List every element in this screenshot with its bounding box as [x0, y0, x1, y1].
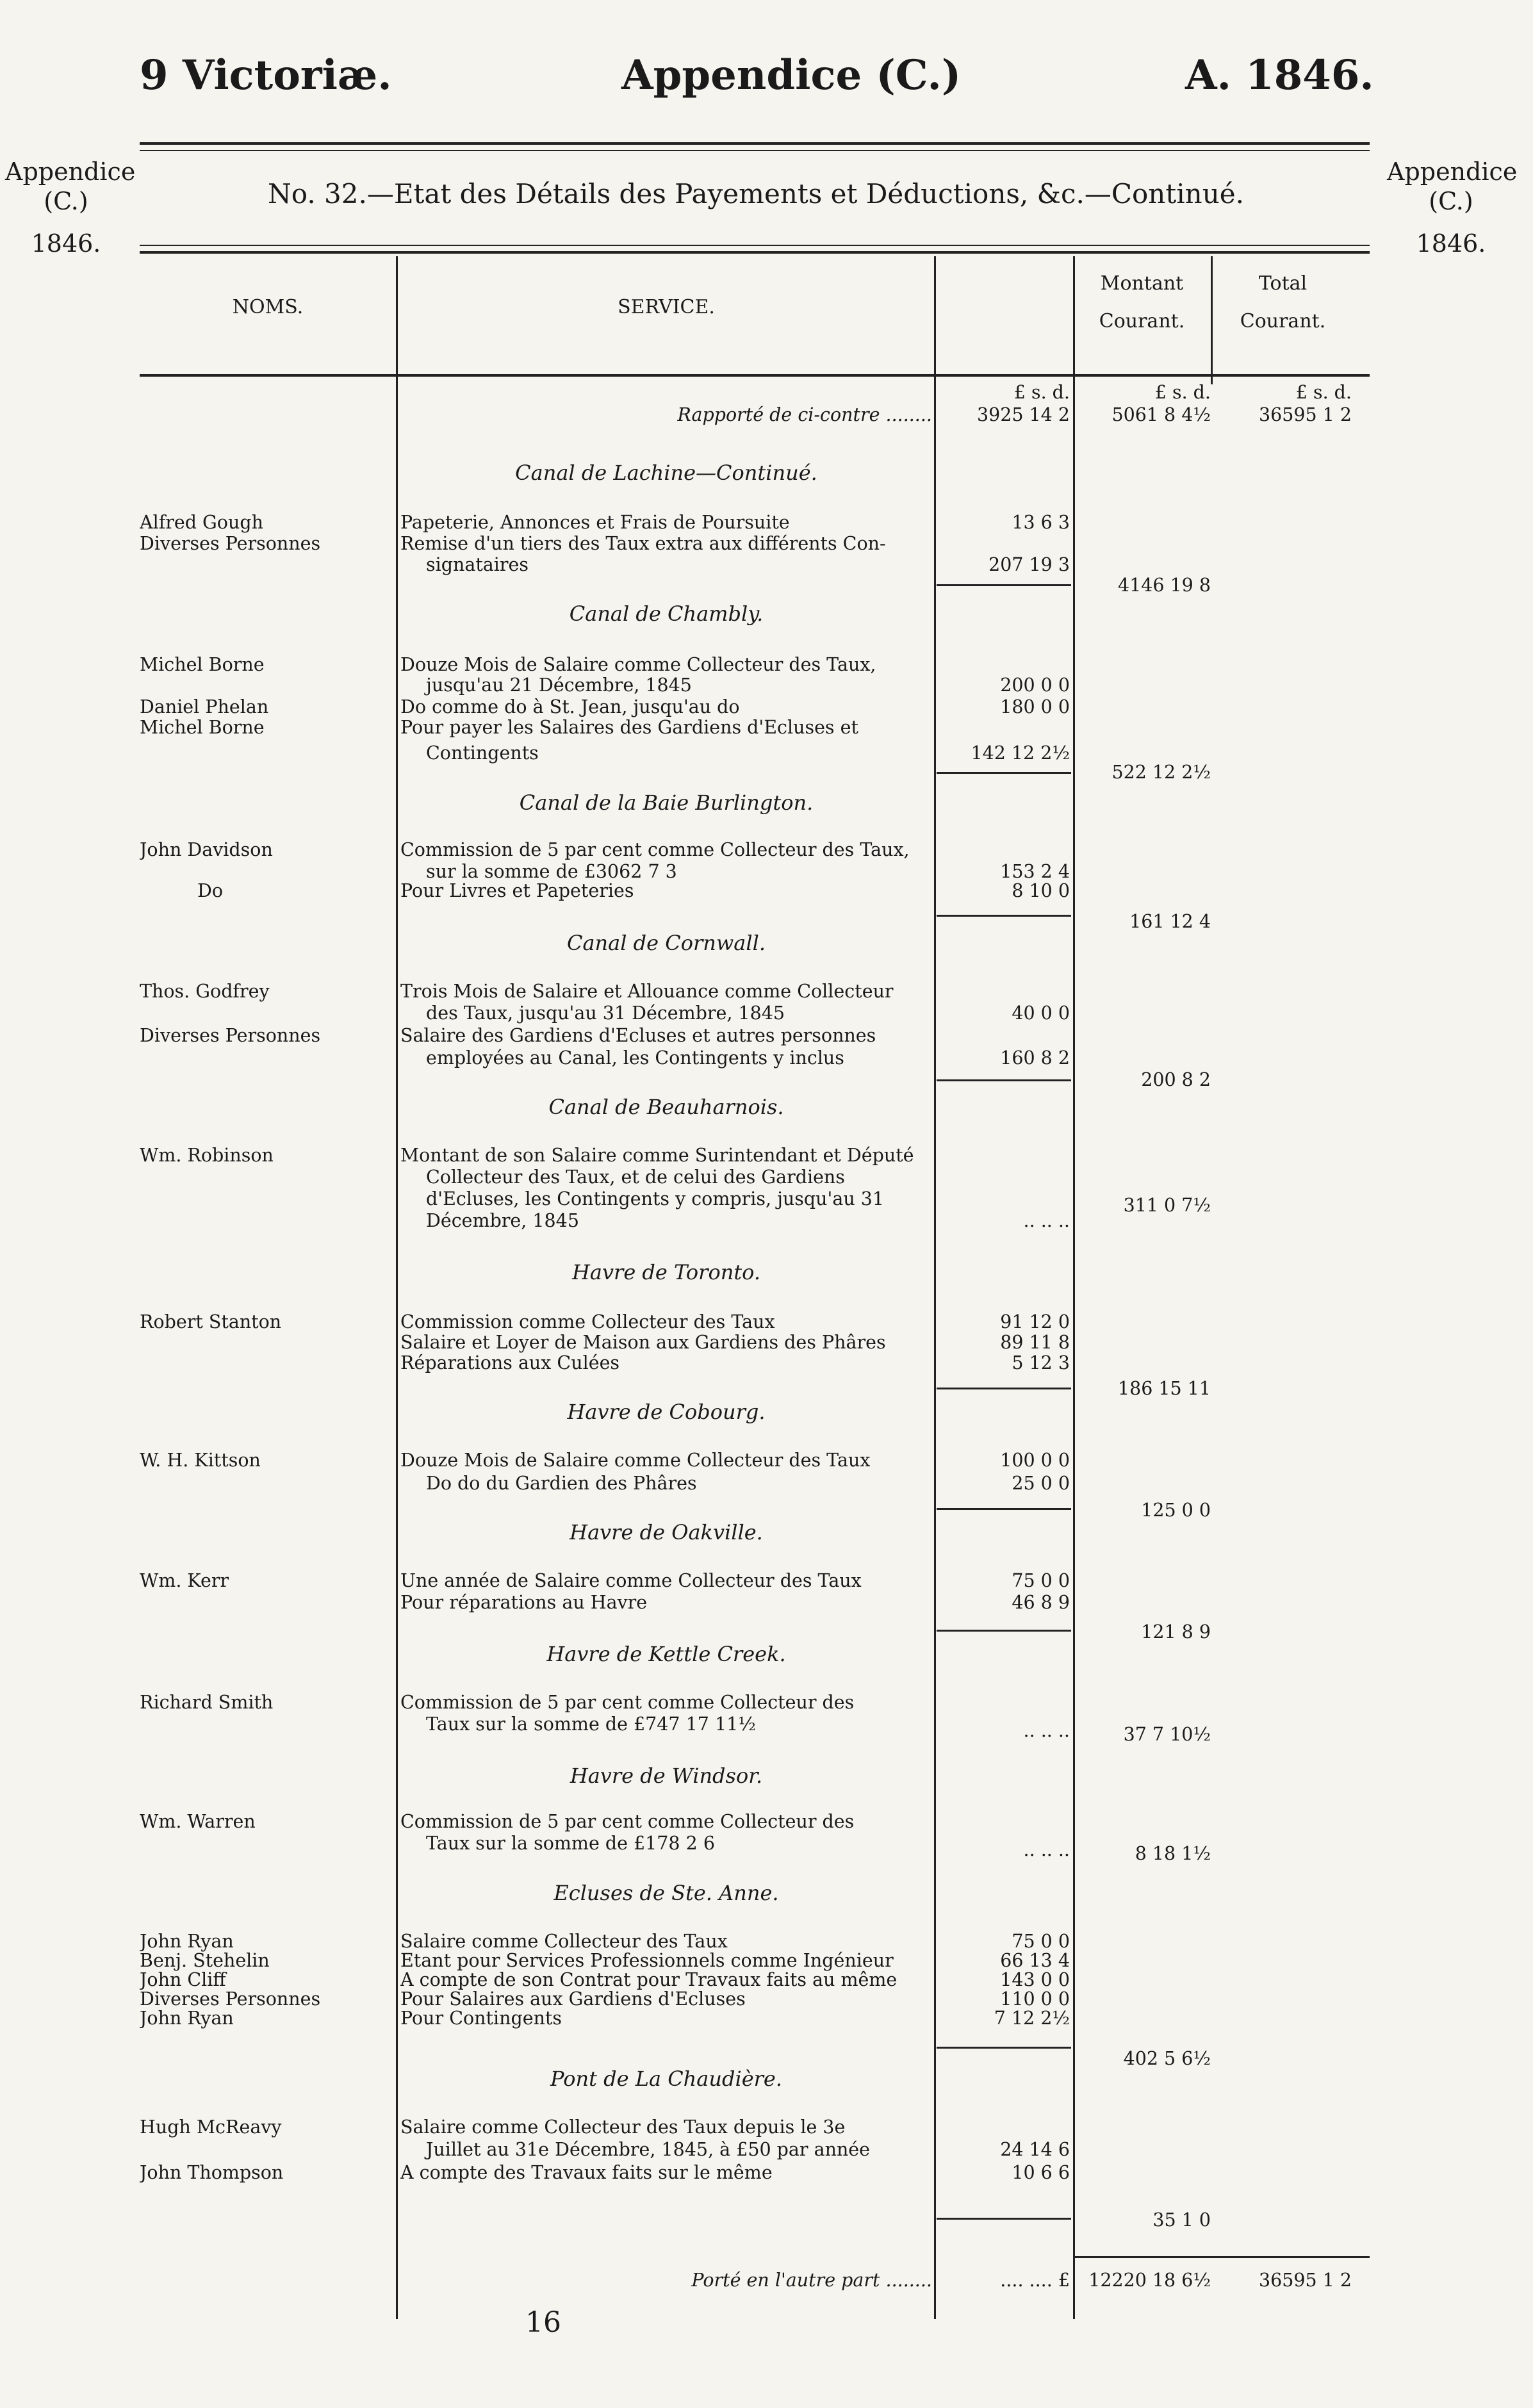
entry-name: W. H. Kittson [140, 1450, 261, 1471]
entry-service: Une année de Salaire comme Collecteur des Taux [400, 1571, 862, 1591]
margin-note-left-line2: (C.) [44, 187, 88, 215]
rapporte-c1: 3925 14 2 [976, 404, 1070, 425]
entry-name: Alfred Gough [140, 512, 263, 533]
entry-service: Collecteur des Taux, et de celui des Gardiens [426, 1167, 845, 1188]
entry-service: Taux sur la somme de £747 17 11½ [426, 1714, 756, 1735]
section-title: Havre de Oakville. [570, 1520, 763, 1544]
entry-service: Salaire et Loyer de Maison aux Gardiens des Phâres [400, 1332, 886, 1353]
entry-service: Salaire comme Collecteur des Taux depuis le 3e [400, 2117, 846, 2138]
entry-name: Wm. Robinson [140, 1145, 274, 1166]
running-header-left: 9 Victoriæ. [140, 51, 392, 99]
entry-service: Papeterie, Annonces et Frais de Poursuite [400, 512, 790, 533]
running-header-right: A. 1846. [1185, 51, 1374, 99]
entry-amount: 10 6 6 [1012, 2162, 1070, 2183]
entry-service: Douze Mois de Salaire comme Collecteur des Taux, [400, 655, 876, 675]
margin-note-left-line3: 1846. [31, 229, 101, 258]
margin-note-left-line1: Appendice [5, 158, 136, 186]
entry-service: Remise d'un tiers des Taux extra aux différents Con- [400, 534, 886, 554]
section-title: Canal de la Baie Burlington. [519, 790, 814, 815]
entry-service: Salaire des Gardiens d'Ecluses et autres personnes [400, 1026, 876, 1046]
section-subtotal: 8 18 1½ [1135, 1843, 1211, 1864]
column-rule-c2 [1211, 256, 1213, 384]
col-header-service: SERVICE. [618, 296, 715, 318]
entry-service: Pour payer les Salaires des Gardiens d'Ecluses et [400, 717, 858, 738]
section-title: Havre de Toronto. [571, 1260, 761, 1284]
entry-amount: 180 0 0 [1000, 696, 1070, 717]
title-rule [140, 245, 1370, 246]
col-header-noms: NOMS. [232, 296, 304, 318]
entry-amount: 25 0 0 [1012, 1473, 1070, 1494]
porte-c3: 36595 1 2 [1258, 2270, 1352, 2291]
col-header-montant-line1: Montant [1100, 272, 1184, 295]
section-title: Havre de Kettle Creek. [546, 1642, 786, 1666]
entry-service: Douze Mois de Salaire comme Collecteur des Taux [400, 1450, 871, 1471]
entry-name: John Ryan [140, 2008, 234, 2029]
section-subtotal: 37 7 10½ [1123, 1724, 1211, 1745]
section-title: Canal de Beauharnois. [548, 1095, 784, 1119]
porte-c2: 12220 18 6½ [1088, 2270, 1211, 2291]
entry-amount: 75 0 0 [1012, 1931, 1070, 1952]
section-title: Canal de Lachine—Continué. [515, 461, 817, 485]
margin-note-left [5, 157, 136, 258]
entry-service: Pour réparations au Havre [400, 1593, 648, 1613]
entry-amount: .. .. .. [1023, 1839, 1070, 1860]
entry-amount: 110 0 0 [1000, 1988, 1070, 2010]
entry-name: Diverses Personnes [140, 1989, 321, 2010]
subtotal-rule [937, 1630, 1071, 1632]
entry-name: John Davidson [140, 840, 273, 860]
entry-service: sur la somme de £3062 7 3 [426, 862, 677, 882]
entry-service: Do do du Gardien des Phâres [426, 1473, 697, 1494]
rapporte-label-text: Rapporté de ci-contre [677, 405, 880, 425]
section-title: Havre de Cobourg. [567, 1400, 766, 1424]
porte-label: Porté en l'autre part ........ [691, 2270, 932, 2291]
entry-amount: 75 0 0 [1012, 1570, 1070, 1591]
entry-service: Réparations aux Culées [400, 1353, 620, 1373]
entry-service: Montant de son Salaire comme Surintendant et Député [400, 1145, 914, 1166]
header-rule-thin [140, 150, 1370, 151]
section-subtotal: 311 0 7½ [1123, 1195, 1211, 1216]
section-subtotal: 4146 19 8 [1117, 575, 1211, 596]
entry-name: John Ryan [140, 1931, 234, 1952]
subtotal-rule [937, 2047, 1071, 2049]
section-subtotal: 161 12 4 [1129, 911, 1211, 932]
units-c2: £ s. d. [1154, 382, 1211, 403]
column-header-rule [140, 374, 1370, 377]
title-rule-thick [140, 251, 1370, 254]
entry-service: Do comme do à St. Jean, jusqu'au do [400, 697, 740, 717]
entry-service: Commission de 5 par cent comme Collecteur des [400, 1812, 855, 1832]
entry-amount: 8 10 0 [1012, 880, 1070, 901]
section-title: Ecluses de Ste. Anne. [553, 1881, 779, 1905]
porte-label-text: Porté en l'autre part [691, 2270, 880, 2291]
entry-amount: 89 11 8 [1000, 1332, 1070, 1353]
section-title: Canal de Chambly. [569, 602, 764, 626]
col-header-total-line1: Total [1258, 272, 1308, 295]
entry-amount: .. .. .. [1023, 1720, 1070, 1741]
section-subtotal: 402 5 6½ [1123, 2048, 1211, 2069]
entry-service: signataires [426, 555, 529, 575]
col-header-montant-line2: Courant. [1099, 310, 1185, 332]
section-title: Havre de Windsor. [570, 1764, 763, 1788]
entry-amount: 143 0 0 [1000, 1969, 1070, 1990]
units-c3: £ s. d. [1295, 382, 1352, 403]
entry-name: John Thompson [140, 2163, 284, 2183]
entry-service: Commission comme Collecteur des Taux [400, 1312, 775, 1332]
entry-service: Taux sur la somme de £178 2 6 [426, 1833, 715, 1854]
section-title: Pont de La Chaudière. [550, 2067, 783, 2091]
entry-amount: 13 6 3 [1012, 512, 1070, 533]
entry-service: Commission de 5 par cent comme Collecteur des Taux, [400, 840, 910, 860]
section-subtotal: 200 8 2 [1141, 1069, 1211, 1090]
entry-name: Thos. Godfrey [140, 981, 270, 1002]
entry-service: Salaire comme Collecteur des Taux [400, 1931, 728, 1952]
rapporte-c3: 36595 1 2 [1258, 404, 1352, 425]
table-title: No. 32.—Etat des Détails des Payements et Déductions, &c.—Continué. [268, 178, 1244, 209]
rapporte-c2: 5061 8 4½ [1111, 404, 1211, 425]
subtotal-rule [937, 772, 1071, 774]
subtotal-rule [937, 915, 1071, 917]
entry-name: Diverses Personnes [140, 534, 321, 554]
entry-name: Daniel Phelan [140, 697, 269, 717]
section-subtotal: 186 15 11 [1117, 1378, 1211, 1399]
entry-name: John Cliff [140, 1970, 226, 1990]
entry-name: Wm. Kerr [140, 1571, 229, 1591]
entry-amount: 160 8 2 [1000, 1047, 1070, 1069]
col-header-total [1214, 272, 1352, 332]
entry-name: Robert Stanton [140, 1312, 282, 1332]
entry-service: A compte des Travaux faits sur le même [400, 2163, 773, 2183]
porte-c1: .... .... £ [1000, 2270, 1070, 2291]
subtotal-rule [937, 1388, 1071, 1389]
entry-name: Michel Borne [140, 655, 265, 675]
entry-service: Juillet au 31e Décembre, 1845, à £50 par année [426, 2140, 871, 2160]
porte-rule [1075, 2256, 1370, 2258]
entry-amount: 66 13 4 [1000, 1950, 1070, 1971]
entry-amount: 5 12 3 [1012, 1352, 1070, 1373]
entry-service: Décembre, 1845 [426, 1211, 579, 1231]
margin-note-right-line2: (C.) [1429, 187, 1473, 215]
entry-amount: 153 2 4 [1000, 861, 1070, 882]
entry-name: Diverses Personnes [140, 1026, 321, 1046]
entry-amount: 91 12 0 [1000, 1311, 1070, 1332]
entry-service: d'Ecluses, les Contingents y compris, jusqu'au 31 [426, 1189, 885, 1209]
entry-service: Pour Livres et Papeteries [400, 881, 634, 901]
entry-service: Pour Contingents [400, 2008, 562, 2029]
col-header-montant [1073, 272, 1211, 332]
entry-service: Etant pour Services Professionnels comme Ingénieur [400, 1951, 894, 1971]
entry-service: employées au Canal, les Contingents y inclus [426, 1048, 844, 1069]
entry-amount: 100 0 0 [1000, 1450, 1070, 1471]
rapporte-label: Rapporté de ci-contre ........ [677, 405, 932, 425]
entry-service: des Taux, jusqu'au 31 Décembre, 1845 [426, 1003, 785, 1024]
subtotal-rule [937, 1079, 1071, 1081]
entry-name: Benj. Stehelin [140, 1951, 270, 1971]
entry-amount: 46 8 9 [1012, 1592, 1070, 1613]
units-c1: £ s. d. [1013, 382, 1070, 403]
entry-service: A compte de son Contrat pour Travaux faits au même [400, 1970, 898, 1990]
column-rule-c1 [1073, 256, 1075, 2319]
column-rule-noms [396, 256, 398, 2319]
entry-name: Richard Smith [140, 1692, 274, 1713]
entry-name: Hugh McReavy [140, 2117, 282, 2138]
page-number: 16 [525, 2306, 561, 2339]
entry-name: Michel Borne [140, 717, 265, 738]
entry-amount: 24 14 6 [1000, 2139, 1070, 2160]
entry-service: Contingents [426, 743, 539, 764]
entry-name: Do [197, 881, 224, 901]
entry-service: Pour Salaires aux Gardiens d'Ecluses [400, 1989, 746, 2010]
entry-service: Commission de 5 par cent comme Collecteur des [400, 1692, 855, 1713]
section-subtotal: 121 8 9 [1141, 1621, 1211, 1642]
header-rule [140, 142, 1370, 145]
section-subtotal: 35 1 0 [1152, 2209, 1211, 2231]
margin-note-right-line1: Appendice [1387, 158, 1518, 186]
running-header-center: Appendice (C.) [621, 51, 962, 99]
entry-amount: 200 0 0 [1000, 675, 1070, 696]
section-subtotal: 125 0 0 [1141, 1500, 1211, 1521]
entry-service: jusqu'au 21 Décembre, 1845 [426, 675, 692, 696]
entry-amount: 207 19 3 [988, 554, 1070, 575]
subtotal-rule [937, 584, 1071, 586]
entry-amount: 7 12 2½ [994, 2008, 1070, 2029]
entry-amount: 40 0 0 [1012, 1003, 1070, 1024]
margin-note-right-line3: 1846. [1416, 229, 1486, 258]
entry-amount: 142 12 2½ [971, 742, 1070, 764]
entry-name: Wm. Warren [140, 1812, 256, 1832]
entry-service: Trois Mois de Salaire et Allouance comme Collecteur [400, 981, 894, 1002]
margin-note-right [1387, 157, 1518, 258]
entry-amount: .. .. .. [1023, 1210, 1070, 1231]
subtotal-rule [937, 1508, 1071, 1510]
col-header-total-line2: Courant. [1240, 310, 1326, 332]
section-subtotal: 522 12 2½ [1111, 762, 1211, 783]
subtotal-rule [937, 2218, 1071, 2220]
section-title: Canal de Cornwall. [566, 931, 766, 955]
